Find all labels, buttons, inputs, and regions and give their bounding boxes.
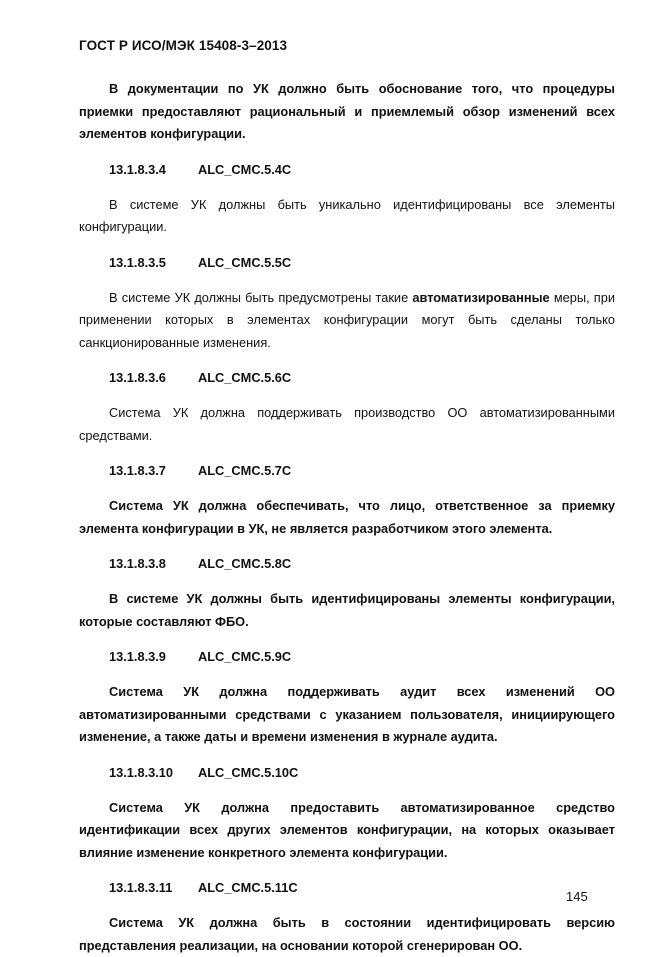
section-number: 13.1.8.3.11 (109, 880, 173, 895)
section-code: ALC_CMC.5.7C (198, 463, 292, 478)
section-heading-7 (79, 460, 615, 482)
section-number: 13.1.8.3.7 (109, 463, 166, 478)
section-heading-6 (79, 367, 615, 389)
document-header: ГОСТ Р ИСО/МЭК 15408-3–2013 (79, 38, 288, 53)
document-body (79, 78, 615, 957)
section-text-part: меры, при применении которых в элементах конфигурации могут быть сделаны только санкционированные изменения. (79, 289, 615, 350)
section-code: ALC_CMC.5.9C (198, 649, 292, 664)
section-text-6: Система УК должна поддерживать производство ОО автоматизированными средствами. (79, 405, 615, 443)
section-code: ALC_CMC.5.6C (198, 370, 292, 385)
section-code: ALC_CMC.5.11C (198, 880, 298, 895)
section-number: 13.1.8.3.9 (109, 649, 166, 664)
section-number: 13.1.8.3.6 (109, 370, 166, 385)
section-heading-9 (79, 646, 615, 668)
section-number: 13.1.8.3.5 (109, 254, 166, 270)
section-text-4: В системе УК должны быть уникально идентифицированы все элементы конфигурации. (79, 196, 615, 234)
section-text-part: В системе УК должны быть предусмотрены такие (109, 289, 413, 305)
section-number: 13.1.8.3.4 (109, 161, 166, 177)
section-heading-4 (79, 159, 615, 181)
section-text-10: Система УК должна предоставить автоматизированное средство идентификации всех других элементов конфигурации, на которых оказывает влияние изменение конкретного элемента конфигурации. (79, 799, 615, 860)
section-heading-8 (79, 553, 615, 575)
section-text-9: Система УК должна поддерживать аудит всех изменений ОО автоматизированными средствами с указанием пользователя, инициирующего изменение, а также даты и времени изменения в журнале аудита. (79, 684, 615, 744)
section-code: ALC_CMC.5.5C (198, 254, 292, 270)
section-text-emphasis: автоматизированные (412, 289, 550, 305)
section-heading-10 (79, 762, 615, 784)
section-heading-5 (79, 252, 615, 274)
section-code: ALC_CMC.5.8C (198, 556, 292, 571)
section-text-7: Система УК должна обеспечивать, что лицо, ответственное за приемку элемента конфигурации в УК, не является разработчиком этого элемента. (79, 498, 615, 536)
section-heading-11 (79, 877, 615, 899)
section-number: 13.1.8.3.8 (109, 556, 166, 571)
section-text-5 (79, 287, 615, 355)
section-number: 13.1.8.3.10 (109, 764, 174, 780)
section-code: ALC_CMC.5.10C (198, 764, 299, 780)
section-text-11: Система УК должна быть в состоянии идентифицировать версию представления реализации, на основании которой сгенерирован ОО. (79, 915, 615, 953)
intro-paragraph: В документации по УК должно быть обоснование того, что процедуры приемки предоставляют рациональный и приемлемый обзор изменений всех элементов конфигурации. (79, 81, 615, 141)
section-text-8: В системе УК должны быть идентифицированы элементы конфигурации, которые составляют ФБО. (79, 591, 615, 629)
section-code: ALC_CMC.5.4C (198, 161, 292, 177)
page-number: 145 (566, 889, 588, 904)
